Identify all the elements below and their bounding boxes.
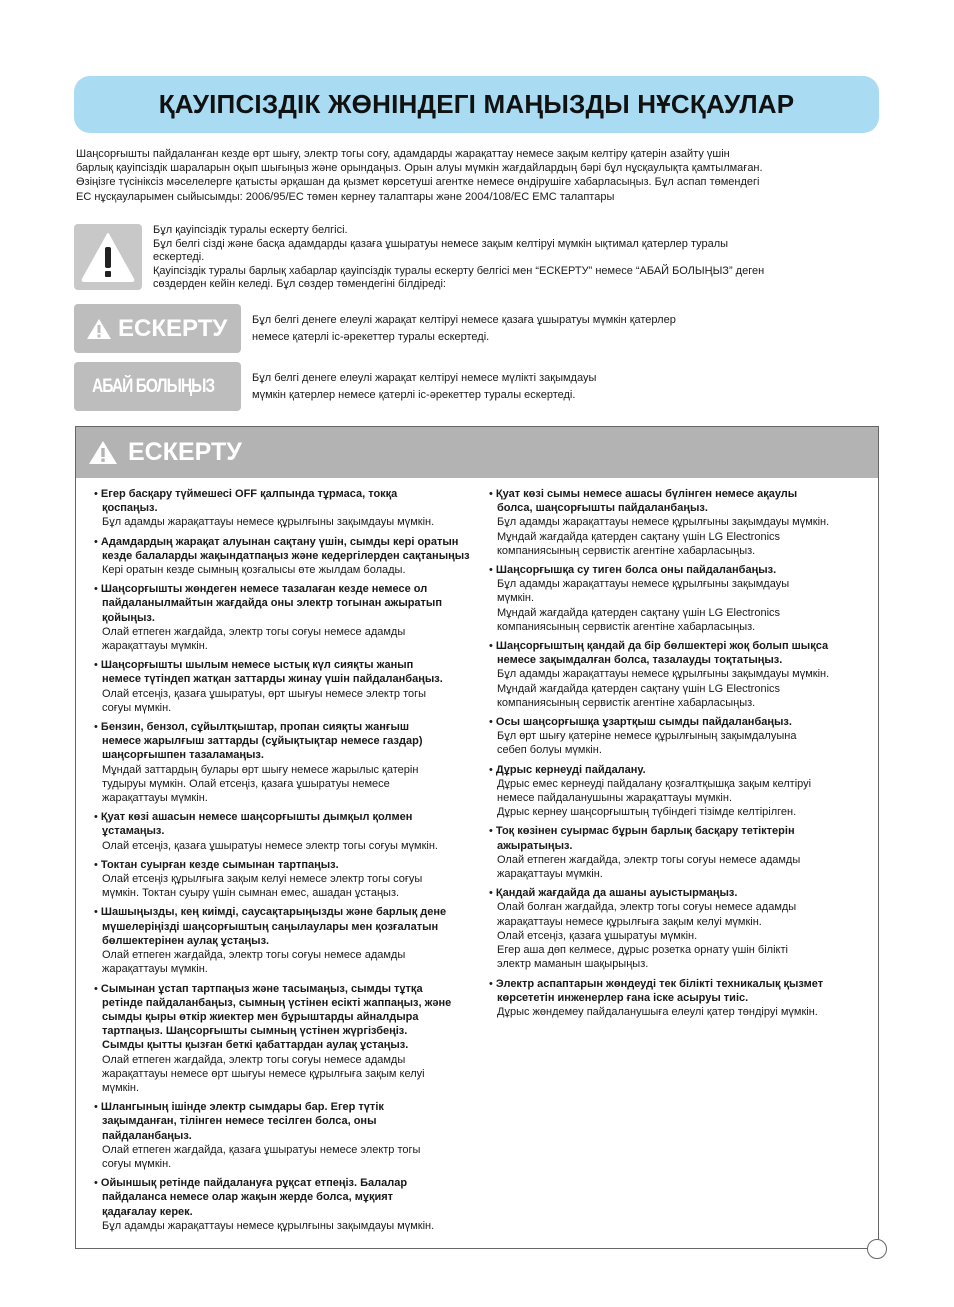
body-line: себеп болуы мүмкін. bbox=[497, 744, 602, 757]
warning-item-body bbox=[489, 667, 875, 710]
heading-line: қадағалау керек. bbox=[102, 1205, 193, 1218]
body-line: Олай етпеген жағдайда, электр тогы соғуы немесе адамды bbox=[102, 949, 406, 962]
symbol-line: сөздерден кейін келеді. Бұл сөздер төмендегіні білдіреді: bbox=[153, 278, 446, 291]
warning-column-left bbox=[94, 487, 486, 1238]
heading-line: болса, шаңсорғышты пайдаланбаңыз. bbox=[497, 502, 708, 515]
symbol-line: Бұл белгі сізді және басқа адамдарды қазаға ұшыратуы немесе зақым келтіруі мүмкін ықтимал қатерлер туралы bbox=[153, 237, 729, 250]
heading-line: Ойыншық ретінде пайдалануға рұқсат етпеңіз. Балалар bbox=[100, 1177, 408, 1190]
heading-line: Шаңсорғышты жөндеген немесе тазалаған кезде немесе ол bbox=[100, 583, 428, 596]
heading-line: Сымды қытты қызған беткі қабаттардан аулақ ұстаңыз. bbox=[102, 1039, 409, 1052]
warning-item bbox=[94, 982, 486, 1096]
warning-item-heading bbox=[489, 824, 875, 852]
heading-line: немесе түтіндеп жатқан заттарды жинау үшін пайдаланбаңыз. bbox=[102, 673, 443, 686]
warning-badge-label: ЕСКЕРТУ bbox=[118, 314, 228, 342]
heading-line: пайдаланса немесе олар жақын жерде болса, мұқият bbox=[102, 1191, 394, 1204]
heading-line: Шлангының ішінде электр сымдары бар. Егер түтік bbox=[100, 1101, 384, 1114]
heading-line: зақымданған, тілінген немесе тесілген болса, оны bbox=[102, 1115, 377, 1128]
heading-line: немесе жарылғыш заттарды (сұйықтықтар немесе газдар) bbox=[102, 735, 423, 748]
body-line: жарақаттауы мүмкін. bbox=[102, 792, 208, 805]
body-line: Олай етпеген жағдайда, электр тогы соғуы немесе адамды bbox=[102, 1053, 406, 1066]
caution-line: Бұл белгі денеге елеулі жарақат келтіруі немесе мүлікті зақымдауы bbox=[252, 372, 597, 384]
warning-item-body bbox=[489, 900, 875, 971]
warning-item-heading bbox=[94, 905, 486, 948]
warning-item bbox=[489, 563, 875, 634]
warning-item-heading bbox=[489, 563, 875, 577]
body-line: жарақаттауы мүмкін. bbox=[102, 963, 208, 976]
heading-line: Осы шаңсорғышқа ұзартқыш сымды пайдаланбаңыз. bbox=[495, 716, 792, 729]
warning-item-heading bbox=[94, 487, 486, 515]
warning-item-body bbox=[489, 577, 875, 634]
warning-item-body bbox=[94, 763, 486, 806]
body-line: Дұрыс кернеу шаңсорғыштың түбіндегі тізімде келтірілген. bbox=[497, 806, 797, 819]
heading-line: Шаңсорғыштың қандай да бір бөлшектері жоқ болып шықса bbox=[495, 640, 829, 653]
warning-item bbox=[94, 535, 486, 578]
body-line: Егер аша дөп келмесе, дұрыс розетка орнату үшін білікті bbox=[497, 944, 788, 957]
body-line: Мұндай жағдайда қатерден сақтану үшін LG Electronics bbox=[497, 682, 781, 695]
heading-line: қоспаңыз. bbox=[102, 502, 158, 515]
warning-item-body bbox=[489, 777, 875, 820]
warning-item-heading bbox=[94, 858, 486, 872]
warning-column-right bbox=[489, 487, 875, 1024]
body-line: Бұл өрт шығу қатеріне немесе құрылғының зақымдалуына bbox=[497, 730, 797, 743]
warning-item bbox=[94, 720, 486, 805]
warning-item-heading bbox=[94, 720, 486, 763]
body-line: Олай етсеңіз, қазаға ұшыратуы мүмкін. bbox=[497, 929, 698, 942]
heading-line: пайдаланылмайтын жағдайда оны электр тогынан ажыратып bbox=[102, 597, 442, 610]
heading-line: шаңсорғышпен тазаламаңыз. bbox=[102, 749, 264, 762]
intro-line: ЕС нұсқауларымен сыйысымды: 2006/95/ЕС төмен кернеу талаптары және 2004/108/ЕС ЕМС талаптары bbox=[76, 190, 615, 203]
heading-line: Қуат көзі ашасын немесе шаңсорғышты дымқыл қолмен bbox=[100, 811, 413, 824]
warning-item-heading bbox=[94, 535, 486, 563]
warning-item bbox=[94, 487, 486, 530]
warning-item-body bbox=[94, 515, 486, 529]
warning-triangle-icon bbox=[88, 440, 118, 465]
heading-line: бөлшектерінен аулақ ұстаңыз. bbox=[102, 934, 270, 947]
warning-item-heading bbox=[489, 715, 875, 729]
body-line: Бұл адамды жарақаттауы немесе құрылғыны зақымдауы мүмкін. bbox=[497, 668, 830, 681]
warning-badge-row bbox=[74, 304, 874, 354]
warning-badge bbox=[74, 304, 241, 353]
symbol-line: Бұл қауіпсіздік туралы ескерту белгісі. bbox=[153, 224, 348, 236]
heading-line: Шаңсорғышқа су тиген болса оны пайдаланбаңыз. bbox=[495, 564, 777, 577]
heading-line: Шаңсорғышты шылым немесе ыстық күл сияқты жанып bbox=[100, 659, 414, 672]
heading-line: пайдаланбаңыз. bbox=[102, 1129, 192, 1142]
warning-item-heading bbox=[94, 982, 486, 1053]
warning-item-body bbox=[489, 1005, 875, 1019]
warning-item-heading bbox=[489, 763, 875, 777]
heading-line: қойыңыз. bbox=[102, 611, 155, 624]
body-line: Мұндай жағдайда қатерден сақтану үшін LG Electronics bbox=[497, 606, 781, 619]
warning-item-body bbox=[489, 729, 875, 757]
page-corner-marker bbox=[867, 1239, 887, 1259]
body-line: мүмкін. Токтан суыру үшін сымнан емес, ашадан ұстаңыз. bbox=[102, 887, 400, 900]
warning-item bbox=[94, 658, 486, 715]
warning-item-heading bbox=[94, 1176, 486, 1219]
body-line: Мұндай заттардың булары өрт шығу немесе жарылыс қатерін bbox=[102, 763, 419, 776]
heading-line: Қуат көзі сымы немесе ашасы бүлінген немесе ақаулы bbox=[495, 488, 798, 500]
warning-item-body bbox=[489, 853, 875, 881]
warning-item-body bbox=[94, 625, 486, 653]
heading-line: Егер басқару түймешесі OFF қалпында тұрмаса, токқа bbox=[100, 488, 398, 500]
body-line: немесе пайдаланушыны жарақаттауы мүмкін. bbox=[497, 792, 733, 805]
warning-item-body bbox=[489, 515, 875, 558]
body-line: Бұл адамды жарақаттауы немесе құрылғыны зақымдауы bbox=[497, 578, 790, 591]
warning-item bbox=[489, 639, 875, 710]
warning-item-body bbox=[94, 1219, 486, 1233]
body-line: жарақаттауы немесе өрт шығуы немесе құрылғыға зақым келуі bbox=[102, 1067, 425, 1080]
heading-line: Адамдардың жарақат алуынан сақтану үшін, сымды кері оратын bbox=[100, 535, 459, 548]
warning-item-heading bbox=[489, 639, 875, 667]
warning-item bbox=[489, 824, 875, 881]
warning-panel bbox=[75, 426, 879, 1249]
warning-item-heading bbox=[489, 977, 875, 1005]
warning-panel-header bbox=[76, 427, 878, 478]
body-line: жарақаттауы мүмкін. bbox=[497, 868, 603, 881]
body-line: тудыруы мүмкін. Олай етсеңіз, қазаға ұшыратуы немесе bbox=[102, 777, 390, 790]
page-title: ҚАУІПСІЗДІК ЖӨНІНДЕГІ МАҢЫЗДЫ НҰСҚАУЛАР bbox=[158, 89, 795, 119]
title-banner bbox=[74, 76, 879, 133]
safety-symbol-text bbox=[153, 224, 873, 292]
heading-line: ажыратыңыз. bbox=[497, 839, 573, 852]
warning-item-heading bbox=[94, 582, 486, 625]
caution-badge bbox=[74, 362, 241, 411]
safety-symbol-row bbox=[74, 224, 874, 292]
warning-item bbox=[489, 715, 875, 758]
warning-item-body bbox=[94, 563, 486, 577]
warning-item bbox=[94, 810, 486, 853]
body-line: Олай етсеңіз, қазаға ұшыратуы, өрт шығуы немесе электр тогы bbox=[102, 687, 427, 700]
warning-triangle-icon bbox=[80, 231, 136, 283]
body-line: жарақаттауы немесе құрылғыға зақым келуі мүмкін. bbox=[497, 915, 762, 928]
warning-badge-text bbox=[252, 312, 852, 346]
warning-item bbox=[94, 582, 486, 653]
body-line: электр маманын шақырыңыз. bbox=[497, 958, 649, 971]
warning-item-body bbox=[94, 687, 486, 715]
warning-item-body bbox=[94, 948, 486, 976]
warning-item-heading bbox=[489, 886, 875, 900]
warning-item bbox=[489, 977, 875, 1020]
heading-line: Электр аспаптарын жөндеуді тек білікті техникалық қызмет bbox=[495, 977, 824, 990]
body-line: Мұндай жағдайда қатерден сақтану үшін LG Electronics bbox=[497, 530, 781, 543]
warning-item-body bbox=[94, 1053, 486, 1096]
warning-line: Бұл белгі денеге елеулі жарақат келтіруі немесе қазаға ұшыратуы мүмкін қатерлер bbox=[252, 314, 676, 326]
warning-item-body bbox=[94, 839, 486, 853]
body-line: Бұл адамды жарақаттауы немесе құрылғыны зақымдауы мүмкін. bbox=[102, 1219, 435, 1232]
heading-line: ұстамаңыз. bbox=[102, 825, 165, 838]
heading-line: тартпаңыз. Шаңсорғышты сымның үстінен жүргізбеңіз. bbox=[102, 1025, 408, 1038]
warning-item-body bbox=[94, 1143, 486, 1171]
warning-triangle-icon bbox=[86, 318, 112, 340]
body-line: Дұрыс емес кернеуді пайдалану қозғалтқышқа зақым келтіруі bbox=[497, 777, 812, 790]
body-line: Олай етпеген жағдайда, электр тогы соғуы немесе адамды bbox=[497, 853, 801, 866]
heading-line: Сымынан ұстап тартпаңыз және тасымаңыз, сымды тұтқа bbox=[100, 982, 423, 995]
intro-line: барлық қауіпсіздік шараларын оқып шығыңыз және орындаңыз. Орын алуы мүмкін жағдайлардың бәрі бұл нұсқаулықта қамтылмаған. bbox=[76, 162, 763, 175]
warning-item bbox=[94, 858, 486, 901]
body-line: соғуы мүмкін. bbox=[102, 701, 172, 714]
body-line: соғуы мүмкін. bbox=[102, 1157, 172, 1170]
warning-panel-title: ЕСКЕРТУ bbox=[128, 438, 242, 466]
warning-item-heading bbox=[94, 810, 486, 838]
body-line: Бұл адамды жарақаттауы немесе құрылғыны зақымдауы мүмкін. bbox=[102, 516, 435, 529]
warning-item bbox=[489, 763, 875, 820]
heading-line: Бензин, бензол, сұйылтқыштар, пропан сияқты жанғыш bbox=[100, 721, 410, 734]
intro-paragraph bbox=[76, 147, 866, 204]
heading-line: көрсететін инженерлер ғана іске асыруы тиіс. bbox=[497, 991, 749, 1004]
heading-line: Қандай жағдайда да ашаны ауыстырмаңыз. bbox=[495, 887, 738, 900]
intro-line: Шаңсорғышты пайдаланған кезде өрт шығу, электр тогы соғу, адамдарды жарақаттау немесе зақым келтіру қатерін азайту үшін bbox=[76, 148, 730, 160]
warning-item-body bbox=[94, 872, 486, 900]
warning-item-heading bbox=[94, 1100, 486, 1143]
caution-badge-label: АБАЙ БОЛЫҢЫЗ bbox=[92, 375, 215, 397]
body-line: жарақаттауы мүмкін. bbox=[102, 640, 208, 653]
body-line: компаниясының сервистік агентіне хабарласыңыз. bbox=[497, 620, 756, 633]
body-line: Кері оратын кезде сымның қозғалысы өте жылдам болады. bbox=[102, 564, 406, 577]
heading-line: немесе зақымдалған болса, тазалауды тоқтатыңыз. bbox=[497, 654, 783, 667]
warning-item bbox=[94, 1100, 486, 1171]
body-line: Дұрыс жөндемеу пайдаланушыға елеулі қатер төндіруі мүмкін. bbox=[497, 1005, 818, 1018]
symbol-line: Қауіпсіздік туралы барлық хабарлар қауіпсіздік туралы ескерту белгісі мен “ЕСКЕРТУ” немесе “АБАЙ БОЛЫҢЫЗ” деген bbox=[153, 264, 765, 277]
heading-line: Шашыңызды, кең киімді, саусақтарыңызды және барлық дене bbox=[100, 906, 447, 919]
caution-badge-row bbox=[74, 362, 874, 412]
body-line: Олай болған жағдайда, электр тогы соғуы немесе адамды bbox=[497, 901, 797, 914]
warning-line: немесе қатерлі іс-әрекеттер туралы ескертеді. bbox=[252, 331, 490, 343]
caution-badge-text bbox=[252, 370, 852, 404]
heading-line: ретінде пайдаланбаңыз, сымның үстінен есікті жаппаңыз, және bbox=[102, 996, 452, 1009]
body-line: компаниясының сервистік агентіне хабарласыңыз. bbox=[497, 544, 756, 557]
warning-item bbox=[94, 1176, 486, 1233]
symbol-line: ескертеді. bbox=[153, 251, 205, 264]
heading-line: мүшелеріңізді шаңсорғыштың саңылаулары мен қозғалатын bbox=[102, 920, 439, 933]
heading-line: кезде балаларды жақындатпаңыз және кедергілерден сақтаныңыз bbox=[102, 549, 470, 562]
body-line: мүмкін. bbox=[102, 1081, 140, 1094]
heading-line: Тоқ көзінен суырмас бұрын барлық басқару тетіктерін bbox=[495, 825, 795, 838]
warning-item bbox=[489, 487, 875, 558]
safety-alert-box bbox=[74, 224, 142, 290]
body-line: мүмкін. bbox=[497, 592, 535, 605]
warning-item bbox=[489, 886, 875, 971]
body-line: Олай етсеңіз құрылғыға зақым келуі немесе электр тогы соғуы bbox=[102, 873, 423, 886]
body-line: компаниясының сервистік агентіне хабарласыңыз. bbox=[497, 696, 756, 709]
body-line: Олай етсеңіз, қазаға ұшыратуы немесе электр тогы соғуы мүмкін. bbox=[102, 839, 438, 852]
warning-item-heading bbox=[94, 658, 486, 686]
heading-line: Токтан суырған кезде сымынан тартпаңыз. bbox=[100, 858, 339, 871]
body-line: Олай етпеген жағдайда, қазаға ұшыратуы немесе электр тогы bbox=[102, 1143, 421, 1156]
warning-item bbox=[94, 905, 486, 976]
warning-item-heading bbox=[489, 487, 875, 515]
heading-line: Дұрыс кернеуді пайдалану. bbox=[495, 763, 646, 776]
heading-line: сымды қыры өткір жиектер мен бұрыштарды айналдыра bbox=[102, 1010, 419, 1023]
body-line: Олай етпеген жағдайда, электр тогы соғуы немесе адамды bbox=[102, 625, 406, 638]
caution-line: мүмкін қатерлер немесе қатерлі іс-әрекеттер туралы ескертеді. bbox=[252, 389, 576, 401]
intro-line: Өзіңізге түсініксіз мәселелерге қатысты әрқашан да қызмет көрсетуші агентке немесе өндірушіге хабарласыңыз. Бұл аспап төмендегі bbox=[76, 176, 760, 189]
body-line: Бұл адамды жарақаттауы немесе құрылғыны зақымдауы мүмкін. bbox=[497, 516, 830, 529]
